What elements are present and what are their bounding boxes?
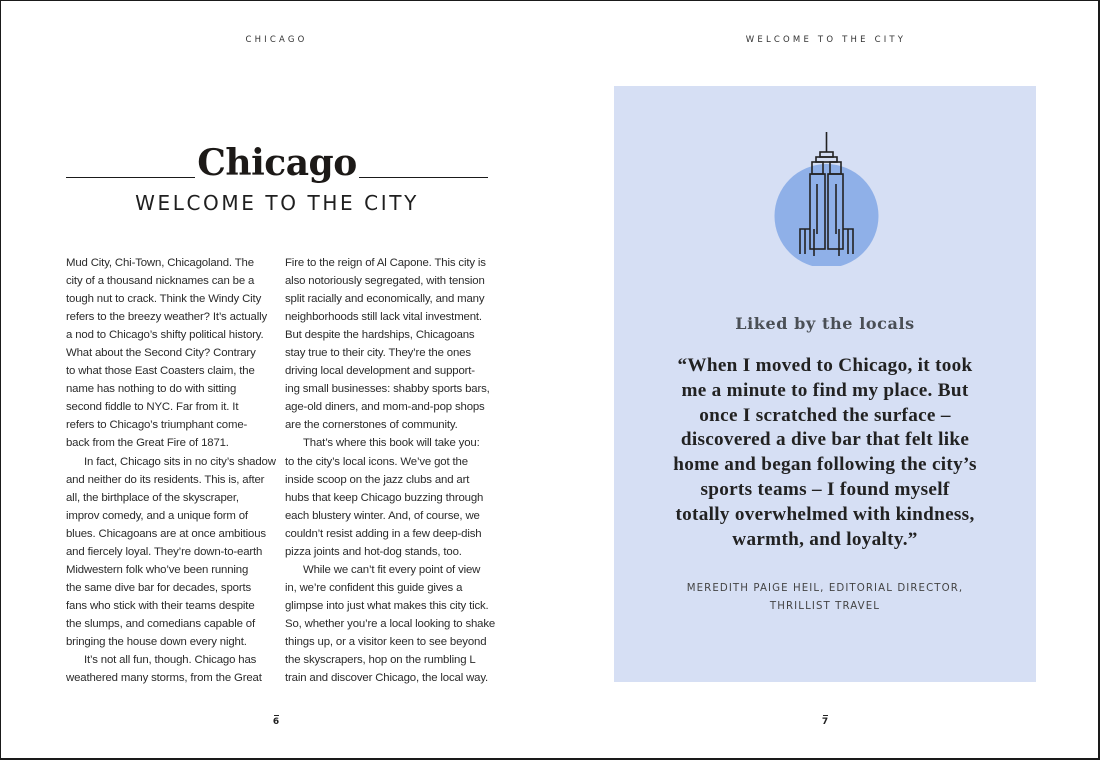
body-text-line: a nod to Chicago’s shifty political history.	[66, 329, 264, 342]
quote-line: once I scratched the surface –	[699, 404, 951, 426]
body-text-line: things up, or a visitor keen to see beyond	[285, 635, 487, 648]
body-text-line: train and discover Chicago, the local way.	[285, 672, 489, 685]
body-text-line: second fiddle to NYC. Far from it. It	[66, 401, 239, 414]
body-text-line: ing small businesses: shabby sports bars,	[285, 383, 490, 396]
chapter-subtitle: WELCOME TO THE CITY	[135, 191, 419, 215]
body-text-line: inside scoop on the jazz clubs and art	[285, 473, 470, 486]
body-text-line: and neither do its residents. This is, after	[66, 473, 265, 486]
quote-line: warmth, and loyalty.”	[732, 528, 918, 550]
body-text-line: age-old diners, and mom-and-pop shops	[285, 401, 485, 414]
quote-line: totally overwhelmed with kindness,	[675, 503, 975, 525]
body-text-line: in, we’re confident this guide gives a	[285, 581, 463, 594]
page-number-right: 7	[815, 715, 835, 727]
attribution-line: THRILLIST TRAVEL	[769, 601, 881, 612]
skyscraper-icon	[769, 126, 884, 266]
body-column-2	[285, 254, 496, 687]
body-text-line: city of a thousand nicknames can be a	[66, 275, 255, 288]
body-text-line: fans who stick with their teams despite	[66, 599, 255, 612]
quote-line: discovered a dive bar that felt like	[680, 429, 970, 451]
body-text-line: While we can’t fit every point of view	[303, 563, 481, 576]
body-text-line: That’s where this book will take you:	[303, 437, 480, 450]
body-text-line: the skyscrapers, hop on the rumbling L	[285, 654, 476, 667]
body-text-line: Fire to the reign of Al Capone. This city is	[285, 257, 486, 269]
body-text-line: refers to the breezy weather? It’s actually	[66, 311, 268, 324]
body-text-line: split racially and economically, and many	[285, 293, 485, 306]
body-text-line: glimpse into just what makes this city tick.	[285, 599, 489, 612]
body-text-line: It’s not all fun, though. Chicago has	[84, 654, 257, 667]
running-head-right: WELCOME TO THE CITY	[745, 35, 907, 45]
body-text-line: and fiercely loyal. They’re down-to-earth	[66, 545, 263, 558]
quote-line: home and began following the city’s	[673, 454, 977, 476]
quote-line: “When I moved to Chicago, it took	[677, 355, 973, 376]
body-text-line: weathered many storms, from the Great	[66, 672, 262, 685]
body-text-line: improv comedy, and a unique form of	[66, 509, 248, 522]
pull-quote	[634, 354, 1016, 552]
body-text-line: hubs that keep Chicago buzzing through	[285, 491, 484, 504]
sidebar-panel	[614, 86, 1036, 682]
body-text-line: all, the birthplace of the skyscraper,	[66, 491, 239, 504]
body-text-line: are the cornerstones of community.	[285, 419, 458, 432]
body-text-line: the slumps, and comedians capable of	[66, 617, 255, 630]
quote-attribution	[614, 580, 1036, 616]
body-text-line: Midwestern folk who’ve been running	[66, 563, 249, 576]
body-text-line: In fact, Chicago sits in no city’s shadow	[84, 455, 276, 468]
page-number-left: 6	[266, 715, 286, 727]
running-head-left: CHICAGO	[245, 35, 308, 45]
body-text-line: driving local development and support-	[285, 365, 475, 378]
body-column-1	[66, 254, 276, 687]
body-text-line: So, whether you’re a local looking to shake	[285, 617, 496, 630]
book-spread	[1, 1, 1098, 758]
quote-line: sports teams – I found myself	[700, 478, 950, 500]
body-text-line: Mud City, Chi-Town, Chicagoland. The	[66, 257, 254, 269]
body-text-line: pizza joints and hot-dog stands, too.	[285, 545, 462, 558]
body-text-line: tough nut to crack. Think the Windy City	[66, 293, 262, 306]
body-text-line: refers to Chicago’s triumphant come-	[66, 419, 248, 432]
body-text-line: also notoriously segregated, with tension	[285, 275, 485, 288]
body-text-line: back from the Great Fire of 1871.	[66, 437, 229, 450]
panel-heading: Liked by the locals	[735, 314, 915, 333]
body-text-line: bringing the house down every night.	[66, 635, 247, 648]
body-text-line: each blustery winter. And, of course, we	[285, 509, 480, 522]
body-text-line: stay true to their city. They’re the ones	[285, 347, 471, 360]
body-text-line: to the city’s local icons. We’ve got the	[285, 455, 468, 468]
attribution-line: MEREDITH PAIGE HEIL, EDITORIAL DIRECTOR,	[686, 583, 964, 594]
body-text-line: neighborhoods still lack vital investment.	[285, 311, 482, 324]
body-text-line: But despite the hardships, Chicagoans	[285, 329, 475, 342]
body-text-line: to what those East Coasters claim, the	[66, 365, 255, 378]
chapter-title: Chicago	[197, 142, 357, 184]
body-text-line: What about the Second City? Contrary	[66, 347, 256, 360]
body-text-line: blues. Chicagoans are at once ambitious	[66, 527, 266, 540]
quote-line: me a minute to find my place. But	[681, 379, 969, 401]
body-text-line: name has nothing to do with sitting	[66, 383, 237, 396]
body-text-line: couldn’t resist adding in a few deep-dish	[285, 527, 482, 540]
body-text-line: the same dive bar for decades, sports	[66, 581, 252, 594]
